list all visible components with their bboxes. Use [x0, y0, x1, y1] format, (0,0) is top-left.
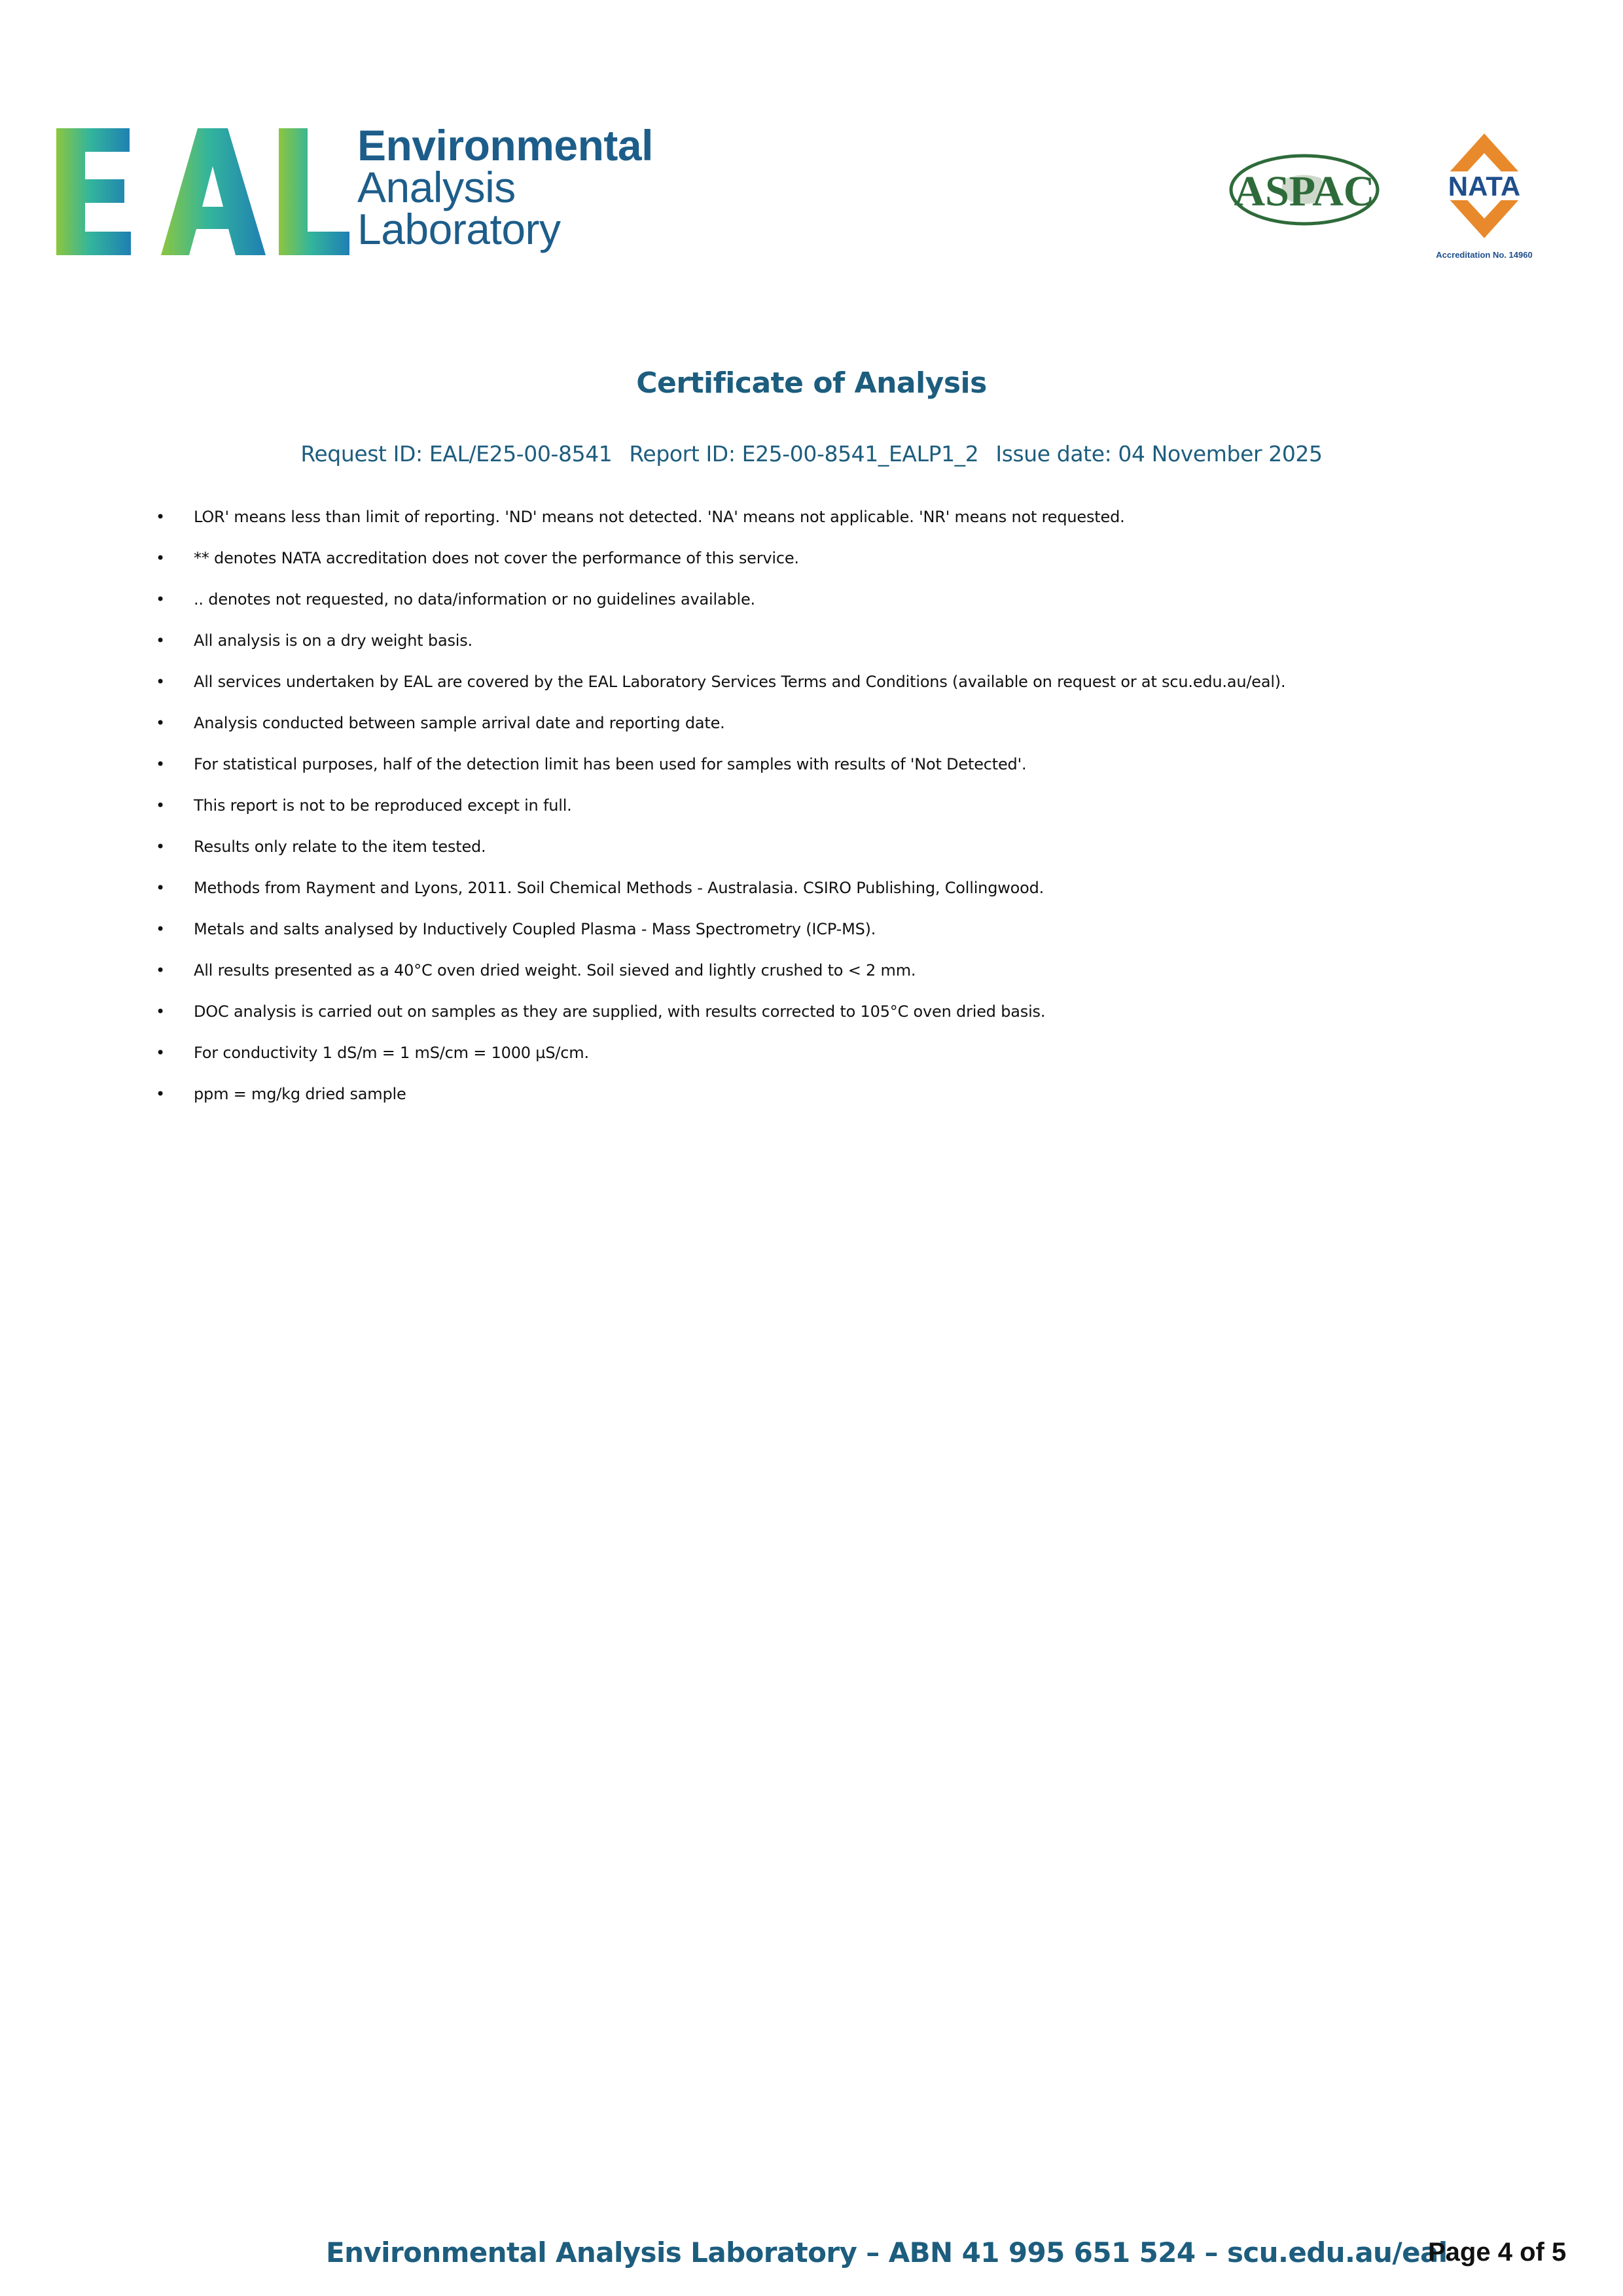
request-info-line — [0, 441, 1623, 467]
note-text: For conductivity 1 dS/m = 1 mS/cm = 1000 µS/cm. — [194, 1044, 589, 1062]
note-text: .. denotes not requested, no data/information or no guidelines available. — [194, 590, 755, 609]
page-number: Page 4 of 5 — [1428, 2238, 1567, 2267]
note-item — [156, 752, 1285, 794]
bullet: • — [156, 631, 165, 650]
bullet: • — [156, 920, 165, 938]
eal-logo-word-laboratory: Laboratory — [357, 205, 561, 253]
eal-logo-word-environmental: Environmental — [357, 121, 653, 169]
aspac-logo — [1222, 152, 1386, 237]
note-text: All analysis is on a dry weight basis. — [194, 631, 473, 650]
bullet: • — [156, 796, 165, 815]
note-text: All results presented as a 40°C oven dried weight. Soil sieved and lightly crushed to < 2 mm. — [194, 961, 916, 980]
note-item — [156, 1082, 1285, 1123]
issue-date: Issue date: 04 November 2025 — [995, 441, 1323, 467]
nata-accreditation-number: Accreditation No. 14960 — [1436, 250, 1533, 260]
aspac-logo-text: ASPAC — [1234, 168, 1375, 215]
bullet: • — [156, 1002, 165, 1021]
bullet: • — [156, 755, 165, 773]
note-item — [156, 959, 1285, 1000]
request-id: Request ID: EAL/E25-00-8541 — [300, 441, 613, 467]
note-text: For statistical purposes, half of the detection limit has been used for samples with results of 'Not Detected'. — [194, 755, 1027, 773]
bullet: • — [156, 590, 165, 609]
notes-list — [156, 505, 1285, 1123]
note-text: This report is not to be reproduced except in full. — [194, 796, 572, 815]
note-item — [156, 1041, 1285, 1082]
note-item — [156, 835, 1285, 876]
eal-logo-words — [357, 121, 653, 253]
note-text: All services undertaken by EAL are covered by the EAL Laboratory Services Terms and Conditions (available on request or at scu.edu.au/eal). — [194, 673, 1286, 691]
bullet: • — [156, 1044, 165, 1062]
bullet: • — [156, 673, 165, 691]
report-id: Report ID: E25-00-8541_EALP1_2 — [629, 441, 979, 467]
note-text: Methods from Rayment and Lyons, 2011. Soil Chemical Methods - Australasia. CSIRO Publishing, Collingwood. — [194, 879, 1044, 897]
note-item — [156, 794, 1285, 835]
note-text: ** denotes NATA accreditation does not cover the performance of this service. — [194, 549, 799, 567]
note-item — [156, 588, 1285, 629]
note-item — [156, 876, 1285, 917]
bullet: • — [156, 508, 165, 526]
note-text: Metals and salts analysed by Inductively Coupled Plasma - Mass Spectrometry (ICP-MS). — [194, 920, 876, 938]
note-text: Results only relate to the item tested. — [194, 838, 486, 856]
nata-logo — [1425, 130, 1543, 264]
note-item — [156, 917, 1285, 959]
eal-logo-word-analysis: Analysis — [357, 163, 516, 211]
page-title: Certificate of Analysis — [636, 366, 987, 400]
note-item — [156, 670, 1285, 711]
eal-logo — [56, 121, 685, 262]
note-text: LOR' means less than limit of reporting. 'ND' means not detected. 'NA' means not applicable. 'NR' means not requested. — [194, 508, 1125, 526]
note-item — [156, 546, 1285, 588]
note-item — [156, 1000, 1285, 1041]
bullet: • — [156, 961, 165, 980]
note-text: ppm = mg/kg dried sample — [194, 1085, 406, 1103]
bullet: • — [156, 714, 165, 732]
note-item — [156, 711, 1285, 752]
footer-lab-info: Environmental Analysis Laboratory – ABN 41 995 651 524 – scu.edu.au/eal — [326, 2236, 1448, 2269]
bullet: • — [156, 1085, 165, 1103]
bullet: • — [156, 549, 165, 567]
bullet: • — [156, 879, 165, 897]
note-text: Analysis conducted between sample arrival date and reporting date. — [194, 714, 725, 732]
note-text: DOC analysis is carried out on samples as they are supplied, with results corrected to 105°C oven dried basis. — [194, 1002, 1046, 1021]
nata-logo-text: NATA — [1448, 171, 1521, 202]
note-item — [156, 505, 1285, 546]
note-item — [156, 629, 1285, 670]
bullet: • — [156, 838, 165, 856]
eal-letters-graphic — [56, 128, 351, 259]
